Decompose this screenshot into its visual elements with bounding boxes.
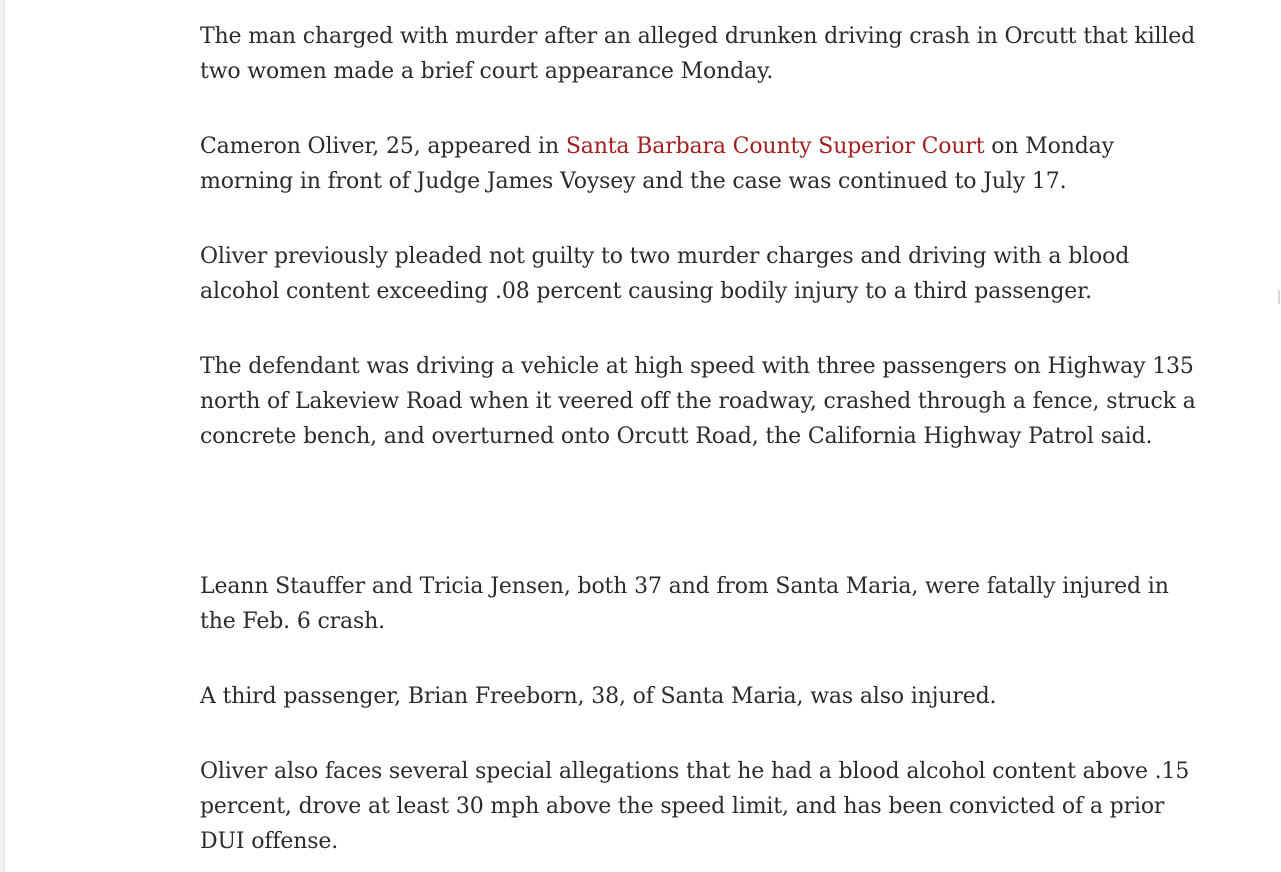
article-paragraph-4: The defendant was driving a vehicle at high speed with three passengers on Highway 135 north of Lakeview Road when it veered off the roadway, crashed through a fence, struck a concrete bench, and overturned onto Orcutt Road, the California Highway Patrol said. (200, 354, 1196, 449)
article-paragraph-1: The man charged with murder after an alleged drunken driving crash in Orcutt that killed two women made a brief court appearance Monday. (200, 24, 1196, 84)
article-paragraph-2 (200, 129, 1200, 199)
article-paragraph-3: Oliver previously pleaded not guilty to two murder charges and driving with a blood alcohol content exceeding .08 percent causing bodily injury to a third passenger. (200, 244, 1130, 304)
article-paragraph-5: Leann Stauffer and Tricia Jensen, both 37 and from Santa Maria, were fatally injured in the Feb. 6 crash. (200, 574, 1169, 634)
page-left-border (0, 0, 5, 872)
article-body (200, 19, 1200, 872)
ad-slot-spacer (200, 494, 1200, 569)
paragraph-2-text-before: Cameron Oliver, 25, appeared in (200, 134, 566, 159)
article-paragraph-7: Oliver also faces several special allegations that he had a blood alcohol content above .15 percent, drove at least 30 mph above the speed limit, and has been convicted of a prior DUI offense. (200, 759, 1190, 854)
paragraph-2-text-after: on Monday morning in front of Judge James Voysey and the case was continued to July 17. (200, 134, 1114, 194)
article-paragraph-6: A third passenger, Brian Freeborn, 38, of Santa Maria, was also injured. (200, 684, 997, 709)
court-link[interactable]: Santa Barbara County Superior Court (565, 134, 985, 159)
scroll-edge-marker (1278, 290, 1280, 304)
